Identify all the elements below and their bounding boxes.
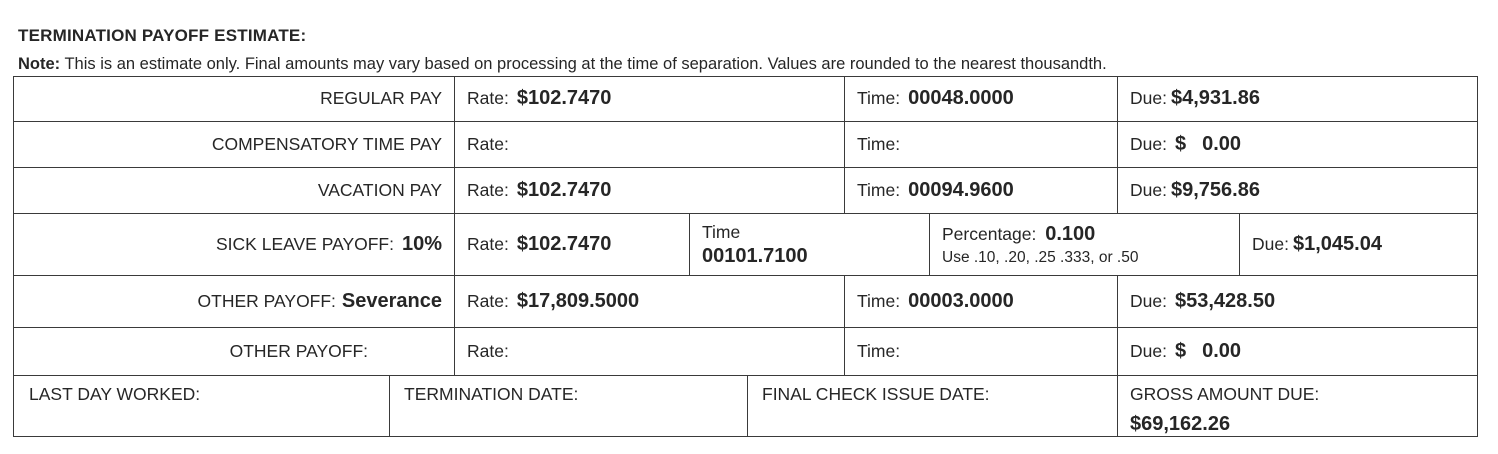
sick-leave-due-value: $1,045.04 xyxy=(1292,233,1382,255)
time-label: Time: xyxy=(857,134,901,154)
due-label: Due: xyxy=(1252,234,1289,254)
comp-time-pay-due-symbol: $ xyxy=(1174,133,1187,155)
percentage-line xyxy=(942,223,1095,246)
other-payoff-1-rate-value: $17,809.5000 xyxy=(516,290,640,312)
note-label: Note: xyxy=(18,55,61,73)
termination-date-field[interactable] xyxy=(390,376,748,437)
percentage-label: Percentage: xyxy=(942,223,1037,244)
other-payoff-2-label-text: OTHER PAYOFF: xyxy=(229,341,368,361)
vacation-pay-time-field[interactable] xyxy=(845,168,1118,214)
last-day-worked-label: LAST DAY WORKED: xyxy=(29,384,201,404)
comp-time-pay-rate-field[interactable] xyxy=(455,122,845,168)
due-label: Due: xyxy=(1130,291,1167,311)
comp-time-pay-time-field[interactable] xyxy=(845,122,1118,168)
comp-time-pay-label-text: COMPENSATORY TIME PAY xyxy=(211,134,442,154)
other-payoff-1-due-field[interactable] xyxy=(1118,276,1478,328)
comp-time-pay-due-amount: 0.00 xyxy=(1202,133,1242,155)
vacation-pay-due-value: $9,756.86 xyxy=(1170,179,1260,201)
other-payoff-2-time-field[interactable] xyxy=(845,328,1118,376)
time-label: Time xyxy=(702,221,741,242)
other-payoff-1-time-field[interactable] xyxy=(845,276,1118,328)
final-check-issue-date-field[interactable] xyxy=(748,376,1118,437)
sick-leave-payoff-label-text: SICK LEAVE PAYOFF: xyxy=(216,234,394,254)
sick-leave-percent-value: 10% xyxy=(401,233,442,255)
note-text: This is an estimate only. Final amounts may vary based on processing at the time of separation. Values are rounded to the nearest thousandth. xyxy=(64,55,1107,73)
other-payoff-1-type: Severance xyxy=(341,290,442,312)
rate-label: Rate: xyxy=(467,341,509,361)
gross-amount-due-label: GROSS AMOUNT DUE: xyxy=(1130,384,1320,404)
vacation-pay-rate-field[interactable] xyxy=(455,168,845,214)
due-label: Due: xyxy=(1130,180,1167,200)
other-payoff-1-label xyxy=(13,276,455,328)
comp-time-pay-label xyxy=(13,122,455,168)
other-payoff-2-label xyxy=(13,328,455,376)
time-label: Time: xyxy=(857,180,901,200)
regular-pay-due-value: $4,931.86 xyxy=(1170,87,1260,109)
estimate-note xyxy=(18,55,1107,74)
gross-amount-due-field[interactable] xyxy=(1118,376,1478,437)
due-label: Due: xyxy=(1130,88,1167,108)
time-label: Time: xyxy=(857,88,901,108)
other-payoff-1-label-text: OTHER PAYOFF: xyxy=(197,291,336,311)
termination-date-label: TERMINATION DATE: xyxy=(404,384,579,404)
regular-pay-rate-field[interactable] xyxy=(455,76,845,122)
rate-label: Rate: xyxy=(467,291,509,311)
regular-pay-label-text: REGULAR PAY xyxy=(320,88,442,108)
other-payoff-1-time-value: 00003.0000 xyxy=(908,290,1014,312)
gross-amount-due-value: $69,162.26 xyxy=(1130,413,1231,435)
comp-time-pay-due-field[interactable] xyxy=(1118,122,1478,168)
regular-pay-label xyxy=(13,76,455,122)
due-label: Due: xyxy=(1130,134,1167,154)
regular-pay-due-field[interactable] xyxy=(1118,76,1478,122)
final-check-issue-date-label: FINAL CHECK ISSUE DATE: xyxy=(762,384,990,404)
other-payoff-1-rate-field[interactable] xyxy=(455,276,845,328)
time-label: Time: xyxy=(857,291,901,311)
regular-pay-time-value: 00048.0000 xyxy=(908,87,1014,109)
vacation-pay-time-value: 00094.9600 xyxy=(908,179,1014,201)
due-label: Due: xyxy=(1130,341,1167,361)
percentage-hint: Use .10, .20, .25 .333, or .50 xyxy=(942,248,1139,266)
vacation-pay-due-field[interactable] xyxy=(1118,168,1478,214)
other-payoff-2-due-amount: 0.00 xyxy=(1202,340,1242,362)
regular-pay-time-field[interactable] xyxy=(845,76,1118,122)
other-payoff-2-rate-field[interactable] xyxy=(455,328,845,376)
last-day-worked-field[interactable] xyxy=(13,376,390,437)
rate-label: Rate: xyxy=(467,134,509,154)
vacation-pay-rate-value: $102.7470 xyxy=(516,179,612,201)
vacation-pay-label-text: VACATION PAY xyxy=(317,180,442,200)
sick-leave-percentage-field[interactable] xyxy=(930,214,1240,276)
sick-leave-payoff-label xyxy=(13,214,455,276)
rate-label: Rate: xyxy=(467,88,509,108)
sick-leave-due-field[interactable] xyxy=(1240,214,1478,276)
form-title: TERMINATION PAYOFF ESTIMATE: xyxy=(18,26,307,45)
sick-leave-rate-value: $102.7470 xyxy=(516,233,612,255)
sick-leave-rate-field[interactable] xyxy=(455,214,690,276)
sick-leave-time-field[interactable] xyxy=(690,214,930,276)
time-label: Time: xyxy=(857,341,901,361)
vacation-pay-label xyxy=(13,168,455,214)
other-payoff-2-due-field[interactable] xyxy=(1118,328,1478,376)
other-payoff-1-due-value: $53,428.50 xyxy=(1174,290,1276,312)
sick-leave-time-value: 00101.7100 xyxy=(702,244,808,267)
regular-pay-rate-value: $102.7470 xyxy=(516,87,612,109)
sick-leave-percentage-value: 0.100 xyxy=(1045,222,1096,245)
other-payoff-2-due-symbol: $ xyxy=(1174,340,1187,362)
rate-label: Rate: xyxy=(467,234,509,254)
rate-label: Rate: xyxy=(467,180,509,200)
